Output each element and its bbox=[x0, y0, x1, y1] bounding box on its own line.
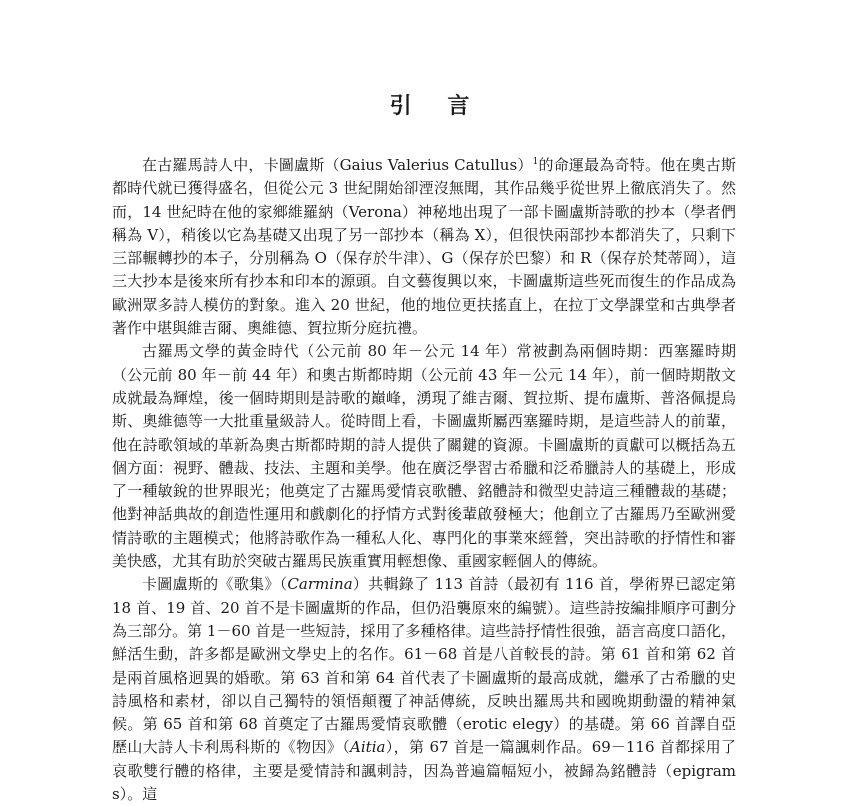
page-title: 引 言 bbox=[389, 93, 484, 119]
paragraph-3-part-c: ），第 67 首是一篇諷刺作品。69－116 首都採用了哀歌雙行體的格律，主要是愛情詩和諷刺詩，因為普遍篇幅短小，被歸為銘體詩（epigrams）。這 bbox=[112, 738, 736, 804]
aitia-title: Aitia bbox=[350, 738, 386, 757]
paragraph-1 bbox=[112, 154, 736, 340]
body-text bbox=[112, 154, 736, 806]
paragraph-1-part-a: 在古羅馬詩人中，卡圖盧斯（Gaius Valerius Catullus） bbox=[142, 156, 533, 174]
paragraph-3-part-b: ）共輯錄了 113 首詩（最初有 116 首，學術界已認定第 18 首、19 首、20 首不是卡圖盧斯的作品，但仍沿襲原來的編號）。這些詩按編排順序可劃分為三部分。第 1－60 首是一些短詩，採用了多種格律。這些詩抒情性很強，語言高度口語化，鮮活生動，許多都是歐洲文學史上的名作。61－68 首是八首較長的詩。第 61 首和第 62 首是兩首風格迥異的婚歌。第 63 首和第 64 首代表了卡圖盧斯的最高成就，繼承了古希臘的史詩風格和素材，卻以自己獨特的領悟顛覆了神話傳統，反映出羅馬共和國晚期動盪的精神氣候。第 65 首和第 68 首奠定了古羅馬愛情哀歌體（erotic elegy）的基礎。第 66 首譯自亞歷山大詩人卡利馬科斯的《物因》（ bbox=[112, 575, 736, 757]
footnote-marker[interactable]: 1 bbox=[532, 157, 539, 167]
carmina-title: Carmina bbox=[287, 575, 353, 594]
paragraph-1-part-b: 的命運最為奇特。他在奧古斯都時代就已獲得盛名，但從公元 3 世紀開始卻湮沒無聞，其作品幾乎從世界上徹底消失了。然而，14 世紀時在他的家鄉維羅納（Verona）神秘地出現了一部卡圖盧斯詩歌的抄本（學者們稱為 V），稍後以它為基礎又出現了另一部抄本（稱為 X），但很快兩部抄本都消失了，只剩下三部輾轉抄的本子，分別稱為 O（保存於牛津）、G（保存於巴黎）和 R（保存於梵蒂岡），這三大抄本是後來所有抄本和印本的源頭。自文藝復興以來，卡圖盧斯這些死而復生的作品成為歐洲眾多詩人模仿的對象。進入 20 世紀，他的地位更扶搖直上，在拉丁文學課堂和古典學者著作中堪與維吉爾、奧維德、賀拉斯分庭抗禮。 bbox=[112, 156, 736, 338]
paragraph-2: 古羅馬文學的黃金時代（公元前 80 年－公元 14 年）常被劃為兩個時期：西塞羅時期（公元前 80 年－前 44 年）和奧古斯都時期（公元前 43 年－公元 14 年），前一個時期散文成就最為輝煌，後一個時期則是詩歌的巔峰，湧現了維吉爾、賀拉斯、提布盧斯、普洛佩提烏斯、奧維德等一大批重量級詩人。從時間上看，卡圖盧斯屬西塞羅時期，是這些詩人的前輩，他在詩歌領域的革新為奧古斯都時期的詩人提供了關鍵的資源。卡圖盧斯的貢獻可以概括為五個方面：視野、體裁、技法、主題和美學。他在廣泛學習古希臘和泛希臘詩人的基礎上，形成了一種敏銳的世界眼光；他奠定了古羅馬愛情哀歌體、銘體詩和微型史詩這三種體裁的基礎；他對神話典故的創造性運用和戲劇化的抒情方式對後輩啟發極大；他創立了古羅馬乃至歐洲愛情詩歌的主題模式；他將詩歌作為一種私人化、專門化的事業來經營，突出詩歌的抒情性和審美快感，尤其有助於突破古羅馬民族重實用輕想像、重國家輕個人的傳統。 bbox=[112, 342, 736, 571]
paragraph-3-part-a: 卡圖盧斯的《歌集》（ bbox=[142, 575, 288, 594]
paragraph-3 bbox=[112, 573, 736, 806]
